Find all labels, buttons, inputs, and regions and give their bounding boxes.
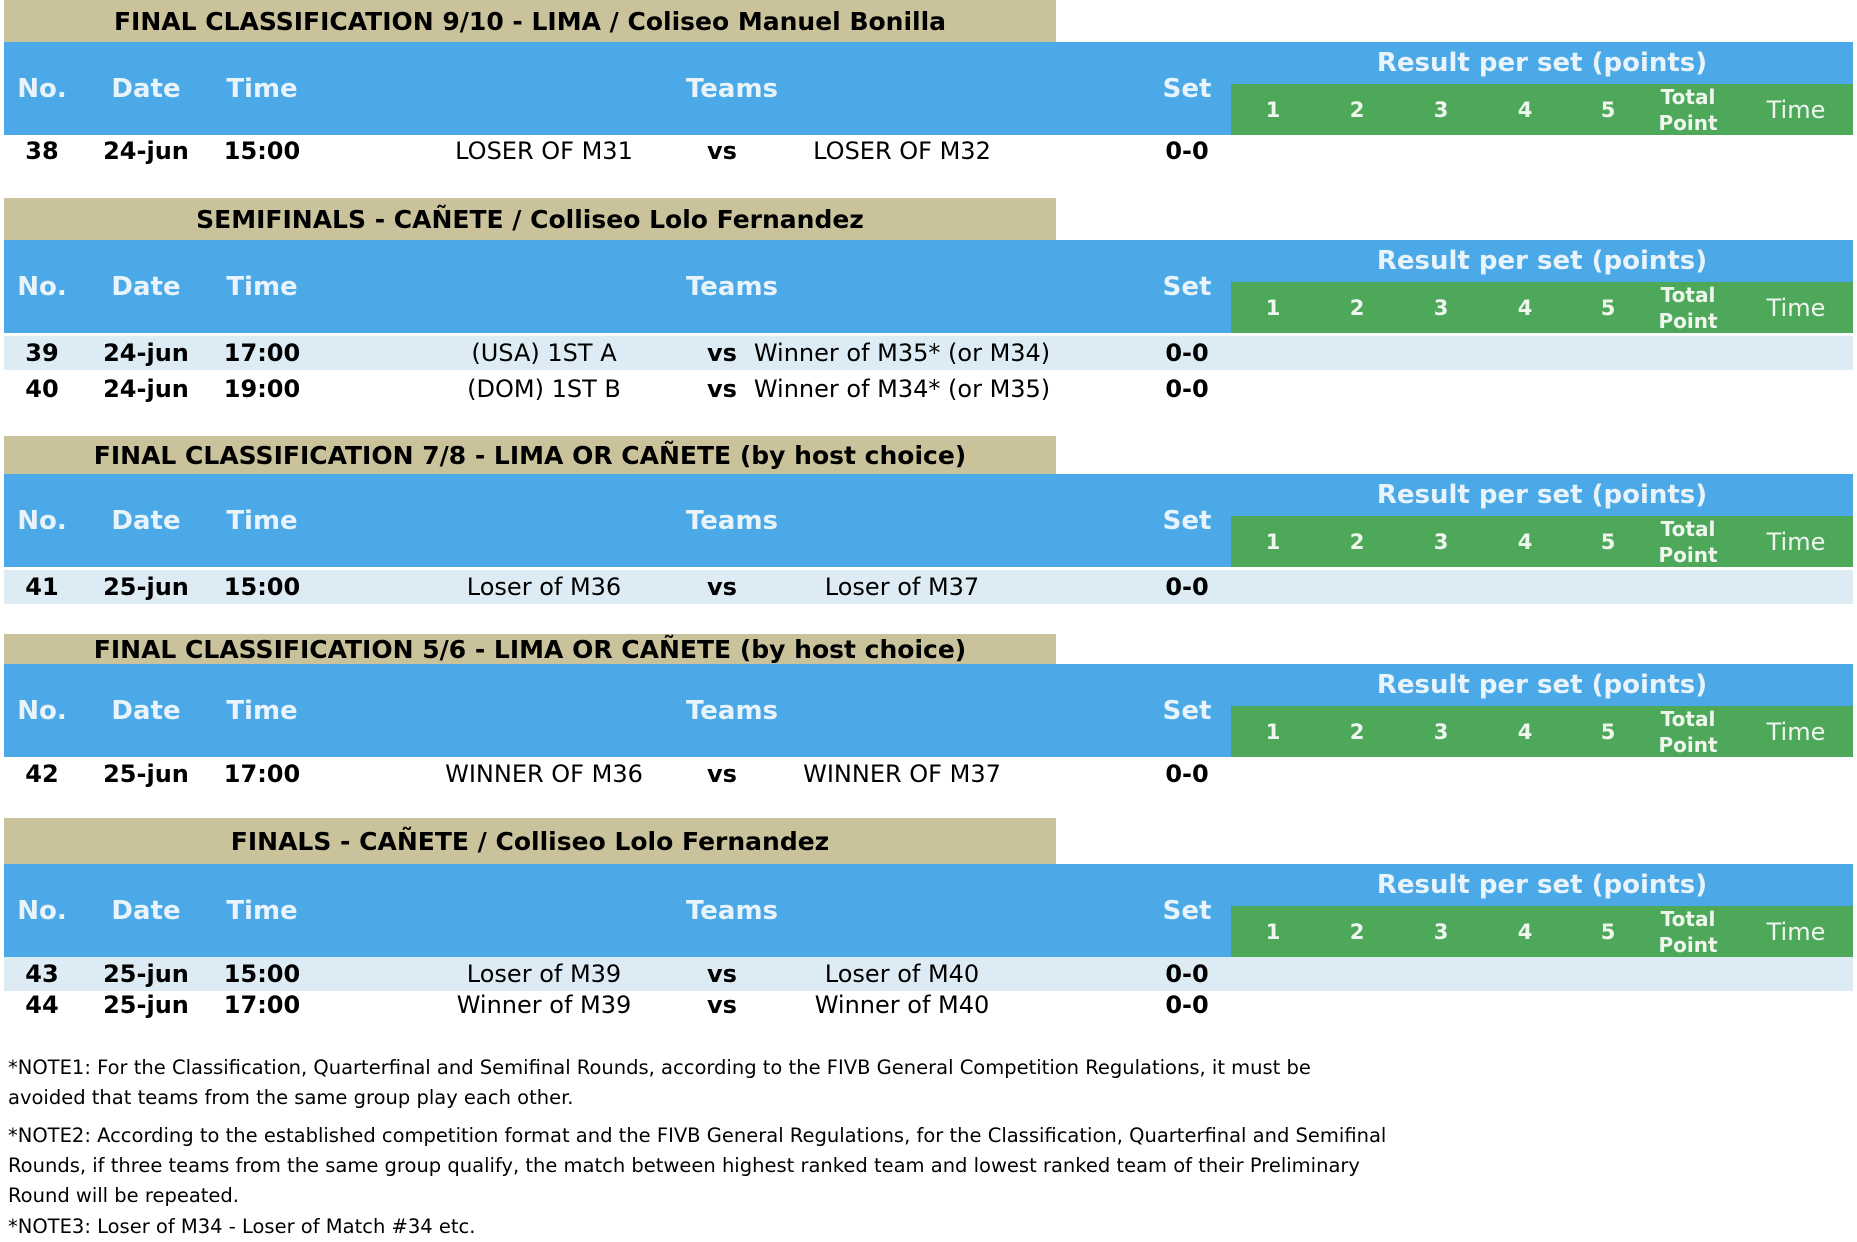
header-total-point: [1643, 84, 1733, 135]
note-1: *NOTE1: For the Classification, Quarterfinal and Semifinal Rounds, according to the FIVB General Competition Regulations, it must be avoided that teams from the same group play each other.: [8, 1056, 1311, 1109]
vs-label: vs: [707, 991, 737, 1019]
header-teams: Teams: [685, 505, 779, 536]
header-set: Set: [1162, 271, 1212, 302]
match-no: 41: [25, 573, 59, 601]
vs-label: vs: [707, 760, 737, 788]
header-set: Set: [1162, 505, 1212, 536]
header-set-5: 5: [1600, 97, 1616, 122]
match-no: 42: [25, 760, 59, 788]
header-set-3: 3: [1433, 295, 1449, 320]
team-b: Loser of M37: [824, 573, 980, 601]
header-teams: Teams: [685, 73, 779, 104]
vs-label: vs: [707, 573, 737, 601]
vs-label: vs: [707, 960, 737, 988]
header-set-5: 5: [1600, 529, 1616, 554]
vs-label: vs: [707, 339, 737, 367]
header-result-per-set: Result per set (points): [1376, 670, 1708, 700]
header-set-2: 2: [1349, 97, 1365, 122]
vs-label: vs: [707, 375, 737, 403]
match-no: 43: [25, 960, 59, 988]
header-time: Time: [226, 895, 298, 926]
match-time: 17:00: [223, 760, 301, 788]
team-a: Loser of M39: [466, 960, 622, 988]
table-row: [4, 372, 1853, 406]
header-set-1: 1: [1265, 295, 1281, 320]
team-a: (DOM) 1ST B: [467, 375, 621, 403]
match-set: 0-0: [1165, 991, 1209, 1019]
header-set-2: 2: [1349, 295, 1365, 320]
header-result-per-set: Result per set (points): [1376, 480, 1708, 510]
header-set-2: 2: [1349, 919, 1365, 944]
team-a: LOSER OF M31: [455, 137, 633, 165]
table-header: [4, 474, 1853, 567]
table-row: [4, 336, 1853, 370]
match-time: 15:00: [223, 137, 301, 165]
section-title: FINAL CLASSIFICATION 5/6 - LIMA OR CAÑETE (by host choice): [4, 634, 1056, 664]
match-set: 0-0: [1165, 960, 1209, 988]
header-date: Date: [111, 895, 181, 926]
match-no: 44: [25, 991, 59, 1019]
match-set: 0-0: [1165, 760, 1209, 788]
header-total-line2: Point: [1658, 542, 1718, 567]
header-total-line1: Total: [1660, 516, 1716, 541]
header-set: Set: [1162, 895, 1212, 926]
match-set: 0-0: [1165, 339, 1209, 367]
match-no: 39: [25, 339, 59, 367]
header-set-5: 5: [1600, 919, 1616, 944]
header-time: Time: [226, 271, 298, 302]
header-set-5: 5: [1600, 295, 1616, 320]
match-time: 17:00: [223, 339, 301, 367]
match-set: 0-0: [1165, 137, 1209, 165]
header-time: Time: [226, 505, 298, 536]
set-columns-header: [1231, 84, 1853, 135]
match-set: 0-0: [1165, 375, 1209, 403]
set-columns-header: [1231, 282, 1853, 333]
header-set-1: 1: [1265, 719, 1281, 744]
header-set-time: Time: [1766, 917, 1826, 946]
header-set-time: Time: [1766, 293, 1826, 322]
header-set-1: 1: [1265, 529, 1281, 554]
header-no: No.: [17, 73, 67, 104]
header-set-2: 2: [1349, 719, 1365, 744]
header-total-line2: Point: [1658, 308, 1718, 333]
match-date: 25-jun: [103, 573, 189, 601]
table-row: [4, 757, 1853, 791]
header-total-line1: Total: [1660, 906, 1716, 931]
section-title: FINAL CLASSIFICATION 9/10 - LIMA / Coliseo Manuel Bonilla: [4, 0, 1056, 42]
header-no: No.: [17, 271, 67, 302]
team-b: Winner of M40: [814, 991, 990, 1019]
team-b: Winner of M34* (or M35): [753, 375, 1051, 403]
team-a: Winner of M39: [456, 991, 632, 1019]
header-no: No.: [17, 895, 67, 926]
set-columns-header: [1231, 906, 1853, 957]
team-b: Loser of M40: [824, 960, 980, 988]
header-result-per-set: Result per set (points): [1376, 870, 1708, 900]
section-title: FINALS - CAÑETE / Colliseo Lolo Fernandez: [4, 818, 1056, 864]
section-title: FINAL CLASSIFICATION 7/8 - LIMA OR CAÑETE (by host choice): [4, 436, 1056, 474]
match-date: 24-jun: [103, 137, 189, 165]
header-date: Date: [111, 505, 181, 536]
vs-label: vs: [707, 137, 737, 165]
header-total-line2: Point: [1658, 110, 1718, 135]
header-total-line1: Total: [1660, 706, 1716, 731]
match-date: 25-jun: [103, 991, 189, 1019]
match-date: 25-jun: [103, 960, 189, 988]
table-header: [4, 240, 1853, 333]
header-set: Set: [1162, 73, 1212, 104]
match-time: 15:00: [223, 573, 301, 601]
set-columns-header: [1231, 706, 1853, 757]
header-set: Set: [1162, 695, 1212, 726]
table-row: [4, 570, 1853, 604]
table-row: [4, 988, 1853, 1022]
table-row: [4, 957, 1853, 991]
header-set-3: 3: [1433, 719, 1449, 744]
match-no: 40: [25, 375, 59, 403]
header-teams: Teams: [685, 271, 779, 302]
header-set-time: Time: [1766, 527, 1826, 556]
header-set-5: 5: [1600, 719, 1616, 744]
team-a: WINNER OF M36: [445, 760, 643, 788]
header-total-point: [1643, 706, 1733, 757]
match-no: 38: [25, 137, 59, 165]
match-time: 17:00: [223, 991, 301, 1019]
table-header: [4, 864, 1853, 957]
match-date: 24-jun: [103, 339, 189, 367]
header-total-line2: Point: [1658, 932, 1718, 957]
match-time: 15:00: [223, 960, 301, 988]
header-set-1: 1: [1265, 919, 1281, 944]
table-header: [4, 664, 1853, 757]
header-time: Time: [226, 73, 298, 104]
header-set-4: 4: [1517, 529, 1533, 554]
header-set-4: 4: [1517, 295, 1533, 320]
header-set-3: 3: [1433, 529, 1449, 554]
header-set-3: 3: [1433, 919, 1449, 944]
header-total-line2: Point: [1658, 732, 1718, 757]
table-header: [4, 42, 1853, 135]
header-result-per-set: Result per set (points): [1376, 48, 1708, 78]
header-date: Date: [111, 73, 181, 104]
header-set-4: 4: [1517, 919, 1533, 944]
team-b: Winner of M35* (or M34): [753, 339, 1051, 367]
header-total-line1: Total: [1660, 84, 1716, 109]
header-set-3: 3: [1433, 97, 1449, 122]
team-a: Loser of M36: [466, 573, 622, 601]
header-teams: Teams: [685, 695, 779, 726]
match-date: 25-jun: [103, 760, 189, 788]
header-total-point: [1643, 282, 1733, 333]
header-no: No.: [17, 695, 67, 726]
header-set-4: 4: [1517, 97, 1533, 122]
header-total-point: [1643, 906, 1733, 957]
header-no: No.: [17, 505, 67, 536]
header-set-1: 1: [1265, 97, 1281, 122]
header-set-2: 2: [1349, 529, 1365, 554]
header-set-4: 4: [1517, 719, 1533, 744]
header-teams: Teams: [685, 895, 779, 926]
match-date: 24-jun: [103, 375, 189, 403]
team-b: WINNER OF M37: [803, 760, 1001, 788]
header-total-point: [1643, 516, 1733, 567]
header-time: Time: [226, 695, 298, 726]
header-date: Date: [111, 695, 181, 726]
header-total-line1: Total: [1660, 282, 1716, 307]
team-b: LOSER OF M32: [813, 137, 991, 165]
header-result-per-set: Result per set (points): [1376, 246, 1708, 276]
header-set-time: Time: [1766, 717, 1826, 746]
set-columns-header: [1231, 516, 1853, 567]
table-row: [4, 134, 1853, 168]
header-date: Date: [111, 271, 181, 302]
header-set-time: Time: [1766, 95, 1826, 124]
match-time: 19:00: [223, 375, 301, 403]
section-title: SEMIFINALS - CAÑETE / Colliseo Lolo Fernandez: [4, 198, 1056, 240]
note-2: *NOTE2: According to the established competition format and the FIVB General Regulations, for the Classification, Quarterfinal and Semifinal Rounds, if three teams from the same group qualify, the match between highest ranked team and lowest ranked team of their Preliminary Round will be repeated.: [8, 1124, 1387, 1207]
match-set: 0-0: [1165, 573, 1209, 601]
team-a: (USA) 1ST A: [471, 339, 617, 367]
note-3: *NOTE3: Loser of M34 - Loser of Match #34 etc.: [8, 1215, 476, 1238]
